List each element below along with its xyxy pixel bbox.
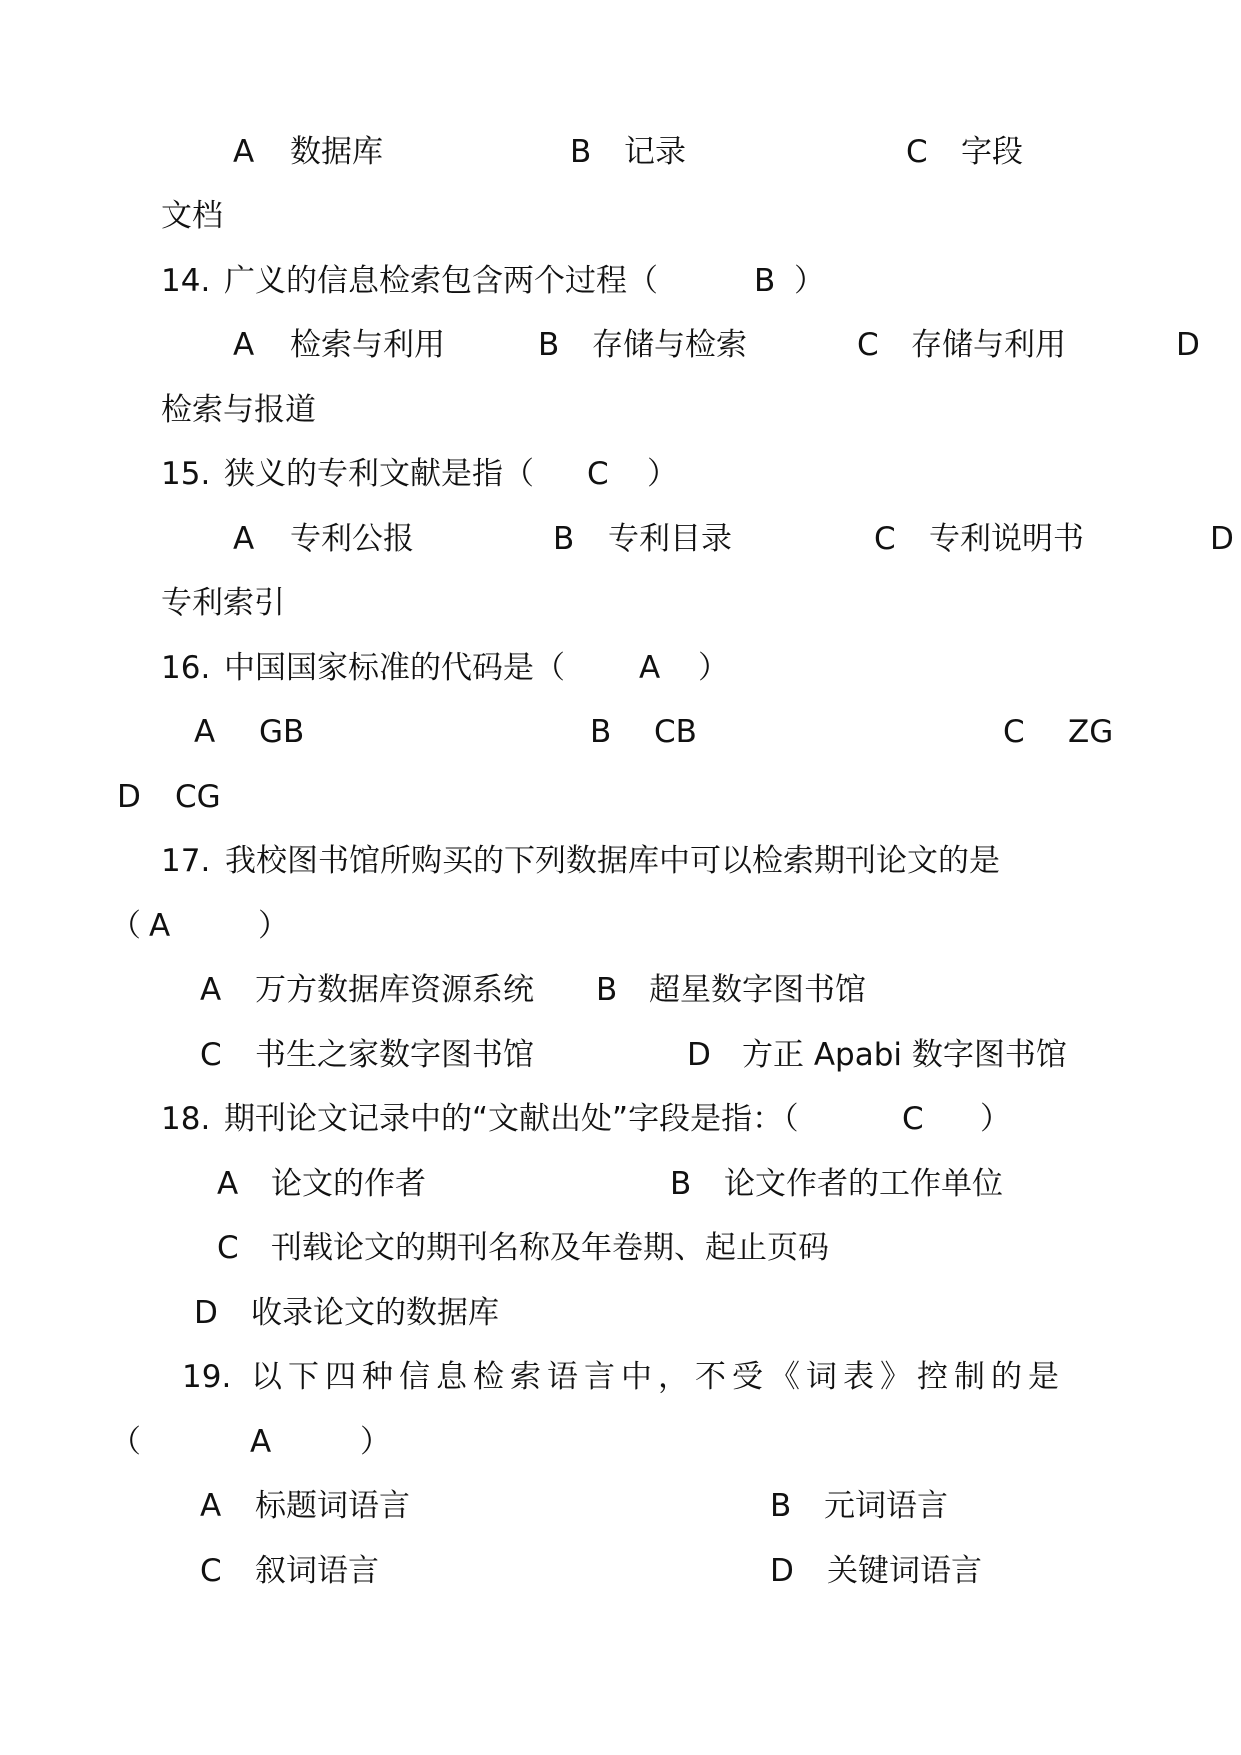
q19-open-paren: （: [110, 1424, 141, 1460]
q19-question-text: 以下四种信息检索语言中，不受《词表》控制的是: [251, 1359, 1065, 1395]
q15-option-c-letter: C: [874, 521, 896, 557]
q18-option-b-letter: B: [670, 1166, 692, 1202]
q18-number: 18.: [161, 1101, 211, 1137]
q18-option-c-letter: C: [217, 1230, 239, 1266]
q19-answer: A: [250, 1424, 272, 1460]
q16-option-d-letter: D: [117, 779, 141, 815]
q16-option-a-text: GB: [259, 714, 305, 750]
q17-option-d-letter: D: [687, 1037, 711, 1073]
q15-option-c-text: 专利说明书: [929, 521, 1084, 557]
q15-option-b-letter: B: [553, 521, 575, 557]
q18-option-a-text: 论文的作者: [271, 1166, 426, 1202]
q18-option-a-letter: A: [217, 1166, 239, 1202]
q17-option-c-letter: C: [200, 1037, 222, 1073]
q19-close-paren: ）: [360, 1424, 391, 1460]
q14-option-c-text: 存储与利用: [911, 327, 1066, 363]
q17-question-text: 我校图书馆所购买的下列数据库中可以检索期刊论文的是: [225, 843, 1000, 879]
q14-option-a-text: 检索与利用: [290, 327, 445, 363]
q19-option-a-text: 标题词语言: [255, 1488, 410, 1524]
q14-option-d-text: 检索与报道: [161, 392, 316, 428]
q15-option-a-letter: A: [233, 521, 255, 557]
q14-number: 14.: [161, 263, 211, 299]
q13-option-a-letter: A: [233, 134, 255, 170]
q15-question-text: 狭义的专利文献是指（: [224, 456, 534, 492]
q19-option-b-text: 元词语言: [824, 1488, 948, 1524]
q15-option-b-text: 专利目录: [608, 521, 732, 557]
q13-option-b-text: 记录: [624, 134, 686, 170]
q17-option-a-text: 万方数据库资源系统: [255, 972, 534, 1008]
q18-close-paren: ）: [980, 1101, 1011, 1137]
q17-open-paren: （: [110, 908, 141, 944]
q17-option-d-text: 方正 Apabi 数字图书馆: [742, 1037, 1067, 1073]
q13-option-d-text: 文档: [161, 198, 223, 234]
q19-option-c-text: 叙词语言: [255, 1553, 379, 1589]
q16-number: 16.: [161, 650, 211, 686]
q14-option-a-letter: A: [233, 327, 255, 363]
q16-answer: A: [639, 650, 661, 686]
q13-option-c-text: 字段: [961, 134, 1023, 170]
q15-option-d-text: 专利索引: [161, 585, 285, 621]
q19-option-a-letter: A: [200, 1488, 222, 1524]
q16-option-c-text: ZG: [1068, 714, 1114, 750]
q15-answer: C: [587, 456, 609, 492]
q17-option-c-text: 书生之家数字图书馆: [255, 1037, 534, 1073]
q16-question-text: 中国国家标准的代码是（: [224, 650, 565, 686]
q17-option-b-text: 超星数字图书馆: [649, 972, 866, 1008]
q17-option-a-letter: A: [200, 972, 222, 1008]
q14-option-b-letter: B: [538, 327, 560, 363]
q14-option-b-text: 存储与检索: [592, 327, 747, 363]
q16-option-b-text: CB: [654, 714, 697, 750]
q17-close-paren: ）: [258, 908, 289, 944]
q14-question-text: 广义的信息检索包含两个过程（: [224, 263, 658, 299]
q15-number: 15.: [161, 456, 211, 492]
q18-option-d-text: 收录论文的数据库: [251, 1295, 499, 1331]
q14-option-c-letter: C: [857, 327, 879, 363]
q18-option-d-letter: D: [194, 1295, 218, 1331]
q14-option-d-letter: D: [1176, 327, 1200, 363]
q17-option-b-letter: B: [596, 972, 618, 1008]
q18-question-text: 期刊论文记录中的“文献出处”字段是指：（: [224, 1101, 799, 1137]
q16-close-paren: ）: [698, 650, 729, 686]
q16-option-b-letter: B: [590, 714, 612, 750]
q13-option-b-letter: B: [570, 134, 592, 170]
q15-option-d-letter: D: [1210, 521, 1234, 557]
q17-number: 17.: [161, 843, 211, 879]
q15-close-paren: ）: [647, 456, 678, 492]
q19-option-d-text: 关键词语言: [827, 1553, 982, 1589]
q19-option-c-letter: C: [200, 1553, 222, 1589]
q13-option-c-letter: C: [906, 134, 928, 170]
q14-answer: B: [754, 263, 776, 299]
q16-option-c-letter: C: [1003, 714, 1025, 750]
q19-number: 19.: [182, 1359, 232, 1395]
q18-option-c-text: 刊载论文的期刊名称及年卷期、起止页码: [271, 1230, 829, 1266]
q18-option-b-text: 论文作者的工作单位: [724, 1166, 1003, 1202]
q19-option-d-letter: D: [770, 1553, 794, 1589]
q15-option-a-text: 专利公报: [290, 521, 414, 557]
q19-option-b-letter: B: [770, 1488, 792, 1524]
q16-option-d-text: CG: [175, 779, 221, 815]
q14-close-paren: ）: [794, 263, 825, 299]
q13-option-a-text: 数据库: [290, 134, 383, 170]
q16-option-a-letter: A: [194, 714, 216, 750]
q17-answer: A: [149, 908, 171, 944]
q18-answer: C: [902, 1101, 924, 1137]
